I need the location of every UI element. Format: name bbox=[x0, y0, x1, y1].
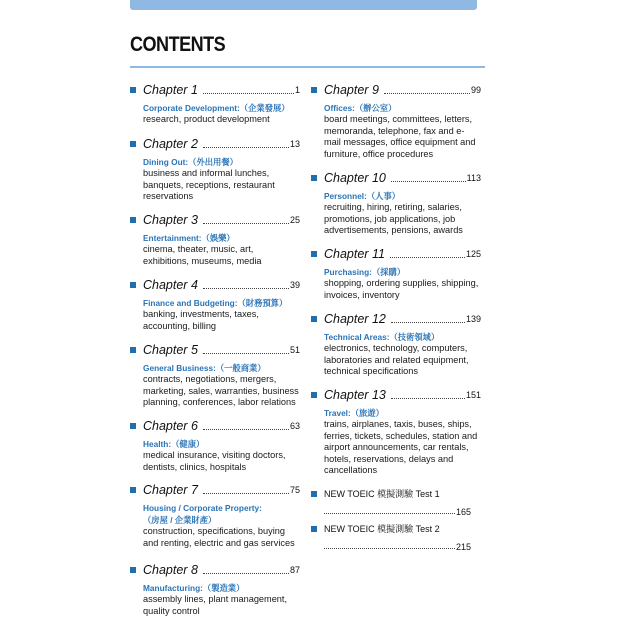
chapter-category: Purchasing:（採購） bbox=[324, 267, 406, 277]
page-number: 75 bbox=[289, 485, 300, 495]
page-number: 151 bbox=[465, 390, 481, 400]
page-number: 63 bbox=[289, 421, 300, 431]
toc-entry-chapter-7[interactable] bbox=[130, 483, 300, 549]
page-number: 87 bbox=[289, 565, 300, 575]
page-number: 99 bbox=[470, 85, 481, 95]
toc-entry-chapter-3[interactable] bbox=[130, 213, 300, 267]
chapter-topics: electronics, technology, computers, laboratories and related equipment, technical specifications bbox=[324, 343, 469, 376]
toc-entry-chapter-13[interactable] bbox=[311, 388, 481, 477]
page-number: 39 bbox=[289, 280, 300, 290]
chapter-label: Chapter 5 bbox=[143, 343, 198, 357]
chapter-label: Chapter 3 bbox=[143, 213, 198, 227]
chapter-label: Chapter 8 bbox=[143, 563, 198, 577]
chapter-topics: assembly lines, plant management, quality control bbox=[143, 594, 288, 616]
toc-entry-test-2[interactable] bbox=[311, 522, 471, 552]
chapter-category: Health:（健康） bbox=[143, 439, 205, 449]
chapter-category: Housing / Corporate Property: bbox=[143, 503, 262, 513]
dot-leader bbox=[203, 223, 289, 224]
chapter-label: Chapter 7 bbox=[143, 483, 198, 497]
dot-leader bbox=[324, 513, 455, 514]
toc-entry-chapter-11[interactable] bbox=[311, 247, 481, 301]
page-number: 125 bbox=[465, 249, 481, 259]
dot-leader bbox=[391, 322, 465, 323]
chapter-category-chinese: （房屋 / 企業財產） bbox=[143, 515, 217, 525]
chapter-category: General Business:（一般商業） bbox=[143, 363, 266, 373]
toc-entry-chapter-9[interactable] bbox=[311, 83, 481, 160]
chapter-category: Offices:（辦公室） bbox=[324, 103, 397, 113]
dot-leader bbox=[391, 181, 466, 182]
bullet-square-icon bbox=[130, 217, 136, 223]
chapter-label: Chapter 9 bbox=[324, 83, 379, 97]
dot-leader bbox=[324, 548, 455, 549]
bullet-square-icon bbox=[130, 487, 136, 493]
page-number: 215 bbox=[455, 542, 471, 552]
chapter-topics: research, product development bbox=[143, 114, 270, 124]
bullet-square-icon bbox=[311, 175, 317, 181]
dot-leader bbox=[203, 493, 289, 494]
toc-entry-test-1[interactable] bbox=[311, 487, 471, 517]
dot-leader bbox=[203, 288, 289, 289]
bullet-square-icon bbox=[130, 141, 136, 147]
test-label: NEW TOEIC 模擬測驗 Test 1 bbox=[324, 489, 440, 499]
toc-entry-chapter-8[interactable] bbox=[130, 563, 300, 617]
bullet-square-icon bbox=[130, 567, 136, 573]
chapter-label: Chapter 11 bbox=[324, 247, 385, 261]
dot-leader bbox=[203, 573, 289, 574]
dot-leader bbox=[384, 93, 470, 94]
dot-leader bbox=[390, 257, 465, 258]
page-number: 25 bbox=[289, 215, 300, 225]
chapter-label: Chapter 4 bbox=[143, 278, 198, 292]
chapter-topics: contracts, negotiations, mergers, marketing, sales, warranties, business planning, conferences, labor relations bbox=[143, 374, 299, 407]
chapter-topics: trains, airplanes, taxis, buses, ships, ferries, tickets, schedules, station and airport announcements, car rentals, hotels, reservations, delays and cancellations bbox=[324, 419, 478, 475]
chapter-category: Technical Areas:（技術領域） bbox=[324, 332, 440, 342]
page-number: 1 bbox=[294, 85, 300, 95]
chapter-category: Finance and Budgeting:（財務預算） bbox=[143, 298, 288, 308]
page-number: 165 bbox=[455, 507, 471, 517]
page-title: CONTENTS bbox=[130, 33, 226, 56]
chapter-topics: business and informal lunches, banquets, receptions, restaurant reservations bbox=[143, 168, 275, 201]
bullet-square-icon bbox=[311, 316, 317, 322]
page-number: 113 bbox=[466, 173, 481, 183]
chapter-label: Chapter 2 bbox=[143, 137, 198, 151]
chapter-category: Dining Out:（外出用餐） bbox=[143, 157, 238, 167]
bullet-square-icon bbox=[130, 282, 136, 288]
chapter-topics: recruiting, hiring, retiring, salaries, promotions, job applications, job advertisements, pensions, awards bbox=[324, 202, 463, 235]
page-number: 139 bbox=[465, 314, 481, 324]
chapter-topics: banking, investments, taxes, accounting, billing bbox=[143, 309, 259, 331]
dot-leader bbox=[203, 429, 289, 430]
chapter-topics: medical insurance, visiting doctors, dentists, clinics, hospitals bbox=[143, 450, 286, 472]
chapter-topics: construction, specifications, buying and renting, electric and gas services bbox=[143, 526, 295, 548]
bullet-square-icon bbox=[311, 87, 317, 93]
chapter-topics: cinema, theater, music, art, exhibitions, museums, media bbox=[143, 244, 262, 266]
dot-leader bbox=[203, 147, 289, 148]
bullet-square-icon bbox=[130, 423, 136, 429]
toc-entry-chapter-6[interactable] bbox=[130, 419, 300, 473]
chapter-label: Chapter 10 bbox=[324, 171, 386, 185]
bullet-square-icon bbox=[130, 87, 136, 93]
top-banner bbox=[130, 0, 477, 10]
chapter-category: Travel:（旅遊） bbox=[324, 408, 384, 418]
title-rule bbox=[130, 66, 485, 68]
page-number: 13 bbox=[289, 139, 300, 149]
dot-leader bbox=[391, 398, 465, 399]
toc-entry-chapter-10[interactable] bbox=[311, 171, 481, 237]
chapter-category: Entertainment:（娛樂） bbox=[143, 233, 235, 243]
toc-entry-chapter-12[interactable] bbox=[311, 312, 481, 378]
dot-leader bbox=[203, 93, 294, 94]
dot-leader bbox=[203, 353, 289, 354]
chapter-label: Chapter 1 bbox=[143, 83, 198, 97]
chapter-category: Corporate Development:（企業發展） bbox=[143, 103, 290, 113]
chapter-label: Chapter 12 bbox=[324, 312, 386, 326]
chapter-category: Personnel:（人事） bbox=[324, 191, 401, 201]
chapter-label: Chapter 6 bbox=[143, 419, 198, 433]
chapter-topics: shopping, ordering supplies, shipping, invoices, inventory bbox=[324, 278, 479, 300]
test-label: NEW TOEIC 模擬測驗 Test 2 bbox=[324, 524, 440, 534]
toc-entry-chapter-4[interactable] bbox=[130, 278, 300, 332]
toc-entry-chapter-5[interactable] bbox=[130, 343, 300, 409]
toc-entry-chapter-1[interactable] bbox=[130, 83, 300, 126]
bullet-square-icon bbox=[311, 392, 317, 398]
bullet-square-icon bbox=[311, 526, 317, 532]
chapter-label: Chapter 13 bbox=[324, 388, 386, 402]
bullet-square-icon bbox=[311, 491, 317, 497]
chapter-category: Manufacturing:（製造業） bbox=[143, 583, 245, 593]
page-number: 51 bbox=[289, 345, 300, 355]
bullet-square-icon bbox=[311, 251, 317, 257]
chapter-topics: board meetings, committees, letters, memoranda, telephone, fax and e-mail messages, office equipment and furniture, office procedures bbox=[324, 114, 476, 159]
bullet-square-icon bbox=[130, 347, 136, 353]
toc-entry-chapter-2[interactable] bbox=[130, 137, 300, 203]
